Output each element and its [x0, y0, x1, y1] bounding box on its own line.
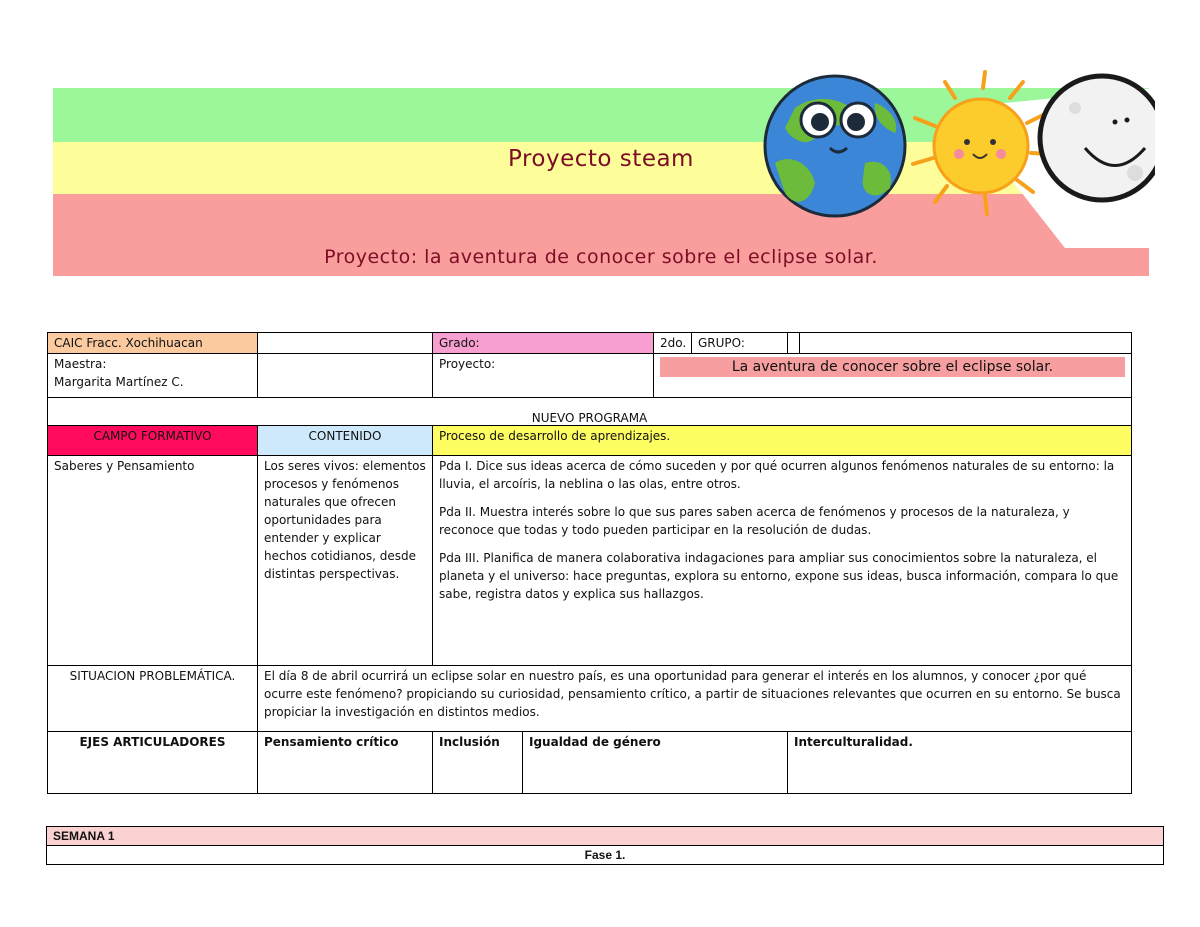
pda-list [433, 456, 1132, 666]
eje-item: Inclusión [433, 732, 523, 794]
banner-title: Proyecto steam [508, 146, 694, 172]
pda-item: Pda I. Dice sus ideas acerca de cómo suceden y por qué ocurren algunos fenómenos naturales de su entorno: la lluvia, el arcoíris, la neblina o las olas, entre otros. [439, 459, 1115, 491]
eclipse-illustration [755, 68, 1155, 248]
planning-table [47, 332, 1132, 794]
pda-item: Pda III. Planifica de manera colaborativa indagaciones para ampliar sus conocimientos sobre la naturaleza, el planeta y el universo: hace preguntas, explora su entorno, expone sus ideas, busca información, compara lo que sabe, registra datos y explica sus hallazgos. [439, 551, 1119, 601]
contenido-header: CONTENIDO [258, 426, 433, 456]
contenido-text: Los seres vivos: elementos procesos y fenómenos naturales que ofrecen oportunidades para entender y explicar hechos cotidianos, desde distintas perspectivas. [258, 456, 433, 666]
moon-icon [1040, 76, 1155, 200]
grupo-label: GRUPO: [692, 333, 788, 354]
earth-icon [765, 76, 905, 216]
semana-label: SEMANA 1 [47, 827, 1164, 846]
campo-formativo: Saberes y Pensamiento [48, 456, 258, 666]
blank-cell [800, 333, 1132, 354]
proceso-header: Proceso de desarrollo de aprendizajes. [433, 426, 1132, 456]
proyecto-value: La aventura de conocer sobre el eclipse solar. [660, 357, 1125, 377]
proyecto-label: Proyecto: [433, 354, 654, 398]
maestra-name: Margarita Martínez C. [54, 375, 184, 389]
semana-table [46, 826, 1164, 865]
eje-item: Igualdad de género [523, 732, 788, 794]
eje-item: Interculturalidad. [788, 732, 1132, 794]
proyecto-cell [654, 354, 1132, 398]
grupo-value [788, 333, 800, 354]
grado-label: Grado: [433, 333, 654, 354]
school-cell: CAIC Fracc. Xochihuacan [48, 333, 258, 354]
situacion-label: SITUACION PROBLEMÁTICA. [48, 666, 258, 732]
fase-label: Fase 1. [47, 846, 1164, 865]
situacion-text: El día 8 de abril ocurrirá un eclipse solar en nuestro país, es una oportunidad para generar el interés en los alumnos, y conocer ¿por qué ocurre este fenómeno? propiciando su curiosidad, pensamiento crítico, a partir de situaciones relevantes que ocurren en su entorno. Se busca propiciar la investigación en distintos medios. [258, 666, 1132, 732]
campo-header: CAMPO FORMATIVO [48, 426, 258, 456]
maestra-cell [48, 354, 258, 398]
blank-cell [258, 333, 433, 354]
eje-item: Pensamiento crítico [258, 732, 433, 794]
banner-subtitle: Proyecto: la aventura de conocer sobre el eclipse solar. [324, 246, 878, 268]
ejes-label: EJES ARTICULADORES [48, 732, 258, 794]
blank-cell [258, 354, 433, 398]
pda-item: Pda II. Muestra interés sobre lo que sus pares saben acerca de fenómenos y procesos de la naturaleza, y reconoce que todas y todo pueden participar en la resolución de dudas. [439, 505, 1070, 537]
grado-value: 2do. [654, 333, 692, 354]
programa-title: NUEVO PROGRAMA [48, 398, 1132, 426]
maestra-label: Maestra: [54, 357, 107, 371]
